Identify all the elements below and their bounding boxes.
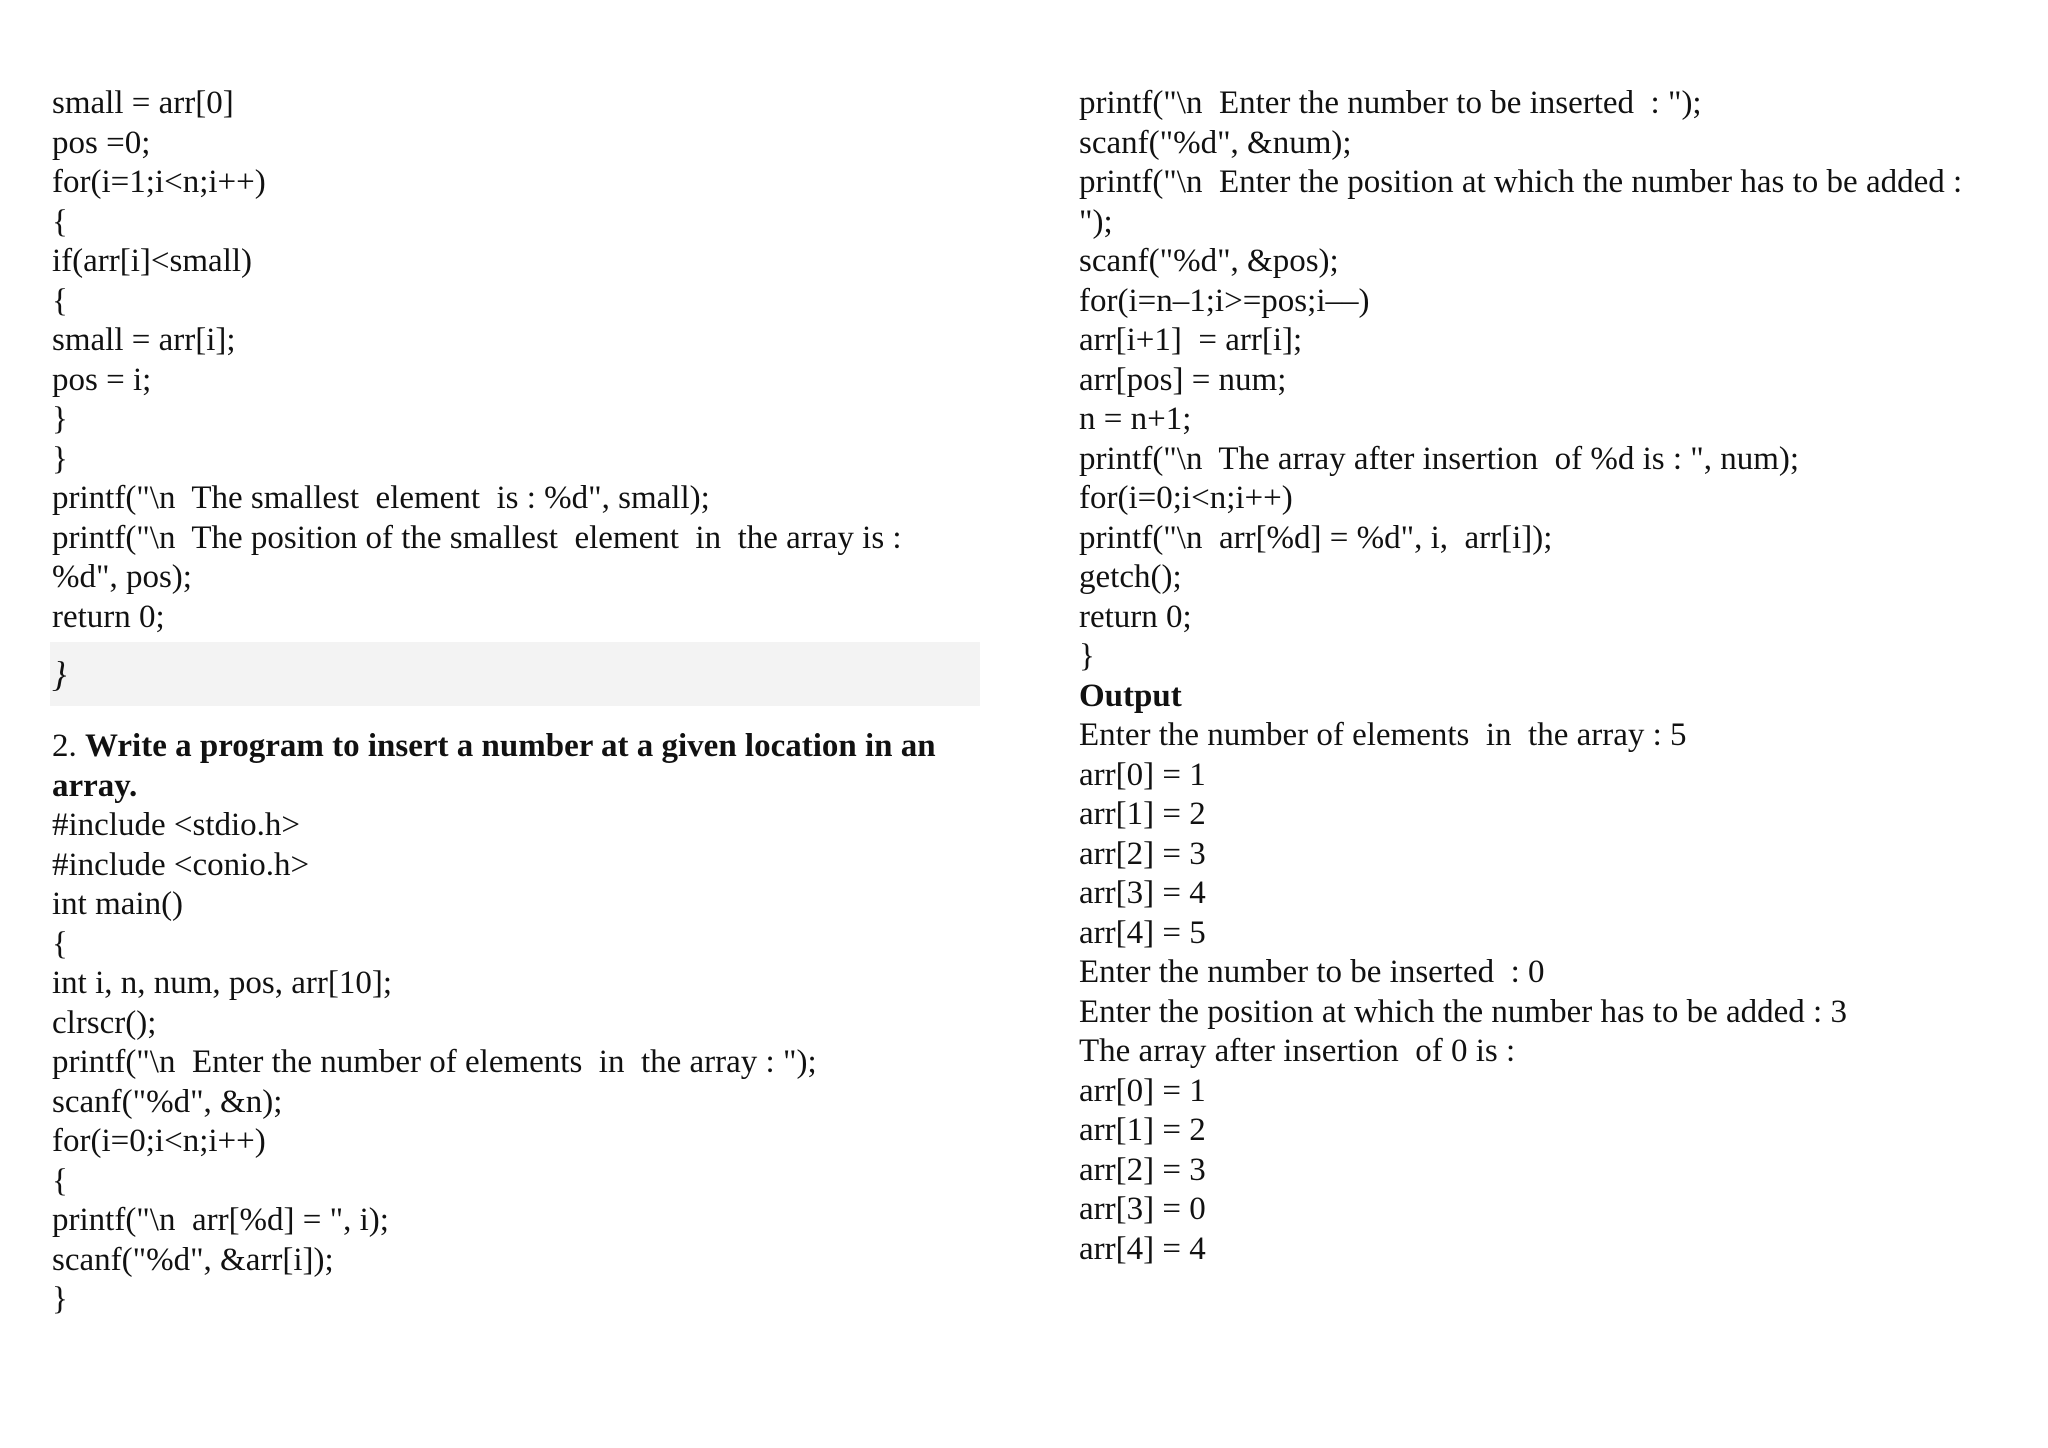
code-line: printf("\n Enter the number to be inserted : "); <box>1079 85 1702 121</box>
code-line: getch(); <box>1079 559 1182 595</box>
code-line: small = arr[i]; <box>52 322 236 358</box>
output-line: Enter the number to be inserted : 0 <box>1079 954 1545 990</box>
question-text: Write a program to insert a number at a given location in an array. <box>52 728 936 804</box>
output-line: arr[0] = 1 <box>1079 1072 1206 1109</box>
output-line: The array after insertion of 0 is : <box>1079 1033 1516 1069</box>
code-line: pos = i; <box>52 361 152 398</box>
question-number: 2. <box>52 728 85 764</box>
highlight-band <box>50 642 980 706</box>
output-line: arr[4] = 5 <box>1079 914 1206 951</box>
code-line: if(arr[i]<small) <box>52 243 253 279</box>
output-line: arr[3] = 4 <box>1079 875 1206 911</box>
code-line: { <box>52 1162 68 1199</box>
code-line: scanf("%d", &pos); <box>1079 243 1339 279</box>
code-line: return 0; <box>1079 598 1192 635</box>
question-block <box>52 727 982 1320</box>
code-line: arr[pos] = num; <box>1079 361 1287 398</box>
code-line: scanf("%d", &num); <box>1079 124 1352 161</box>
code-line: arr[i+1] = arr[i]; <box>1079 322 1303 358</box>
code-line: } <box>52 440 68 477</box>
code-line: n = n+1; <box>1079 401 1192 437</box>
code-line: printf("\n The position of the smallest element in the array is : <box>52 519 902 556</box>
code-line: { <box>52 203 68 240</box>
output-line: arr[4] = 4 <box>1079 1230 1206 1267</box>
code-line: { <box>52 282 68 319</box>
left-code-top <box>52 84 982 637</box>
code-line: printf("\n The smallest element is : %d", small); <box>52 480 710 516</box>
right-column <box>1079 84 2019 1269</box>
code-line: printf("\n Enter the position at which the number has to be added : <box>1079 164 1963 200</box>
output-line: arr[1] = 2 <box>1079 1112 1206 1148</box>
code-line: } <box>52 1281 68 1317</box>
code-line: printf("\n arr[%d] = %d", i, arr[i]); <box>1079 519 1553 556</box>
code-line: scanf("%d", &n); <box>52 1083 283 1120</box>
code-line: #include <conio.h> <box>52 846 310 883</box>
code-line: scanf("%d", &arr[i]); <box>52 1241 334 1278</box>
code-line: #include <stdio.h> <box>52 807 301 843</box>
code-line: } <box>52 401 68 437</box>
output-line: Enter the position at which the number has to be added : 3 <box>1079 993 1847 1030</box>
code-line: pos =0; <box>52 124 151 161</box>
output-line: Enter the number of elements in the array : 5 <box>1079 717 1687 753</box>
output-line: arr[0] = 1 <box>1079 756 1206 793</box>
code-line: %d", pos); <box>52 559 192 595</box>
code-line: for(i=0;i<n;i++) <box>52 1123 266 1159</box>
code-line: { <box>52 925 68 962</box>
code-line: "); <box>1079 203 1113 240</box>
output-line: arr[2] = 3 <box>1079 1151 1206 1188</box>
output-line: arr[3] = 0 <box>1079 1191 1206 1227</box>
output-line: arr[2] = 3 <box>1079 835 1206 872</box>
code-line: int main() <box>52 886 184 922</box>
code-line: return 0; <box>52 598 165 635</box>
code-line: for(i=1;i<n;i++) <box>52 164 266 200</box>
code-line: clrscr(); <box>52 1004 157 1041</box>
code-line: small = arr[0] <box>52 85 234 121</box>
code-line: for(i=n–1;i>=pos;i––) <box>1079 282 1370 319</box>
code-line: } <box>1079 638 1095 674</box>
code-line: printf("\n Enter the number of elements in the array : "); <box>52 1044 817 1080</box>
code-line: printf("\n The array after insertion of %d is : ", num); <box>1079 440 1800 477</box>
closing-brace: } <box>52 654 67 694</box>
code-line: printf("\n arr[%d] = ", i); <box>52 1202 389 1238</box>
output-line: arr[1] = 2 <box>1079 796 1206 832</box>
output-heading: Output <box>1079 677 1182 714</box>
code-line: int i, n, num, pos, arr[10]; <box>52 965 393 1001</box>
code-line: for(i=0;i<n;i++) <box>1079 480 1293 516</box>
question-heading <box>52 727 982 806</box>
